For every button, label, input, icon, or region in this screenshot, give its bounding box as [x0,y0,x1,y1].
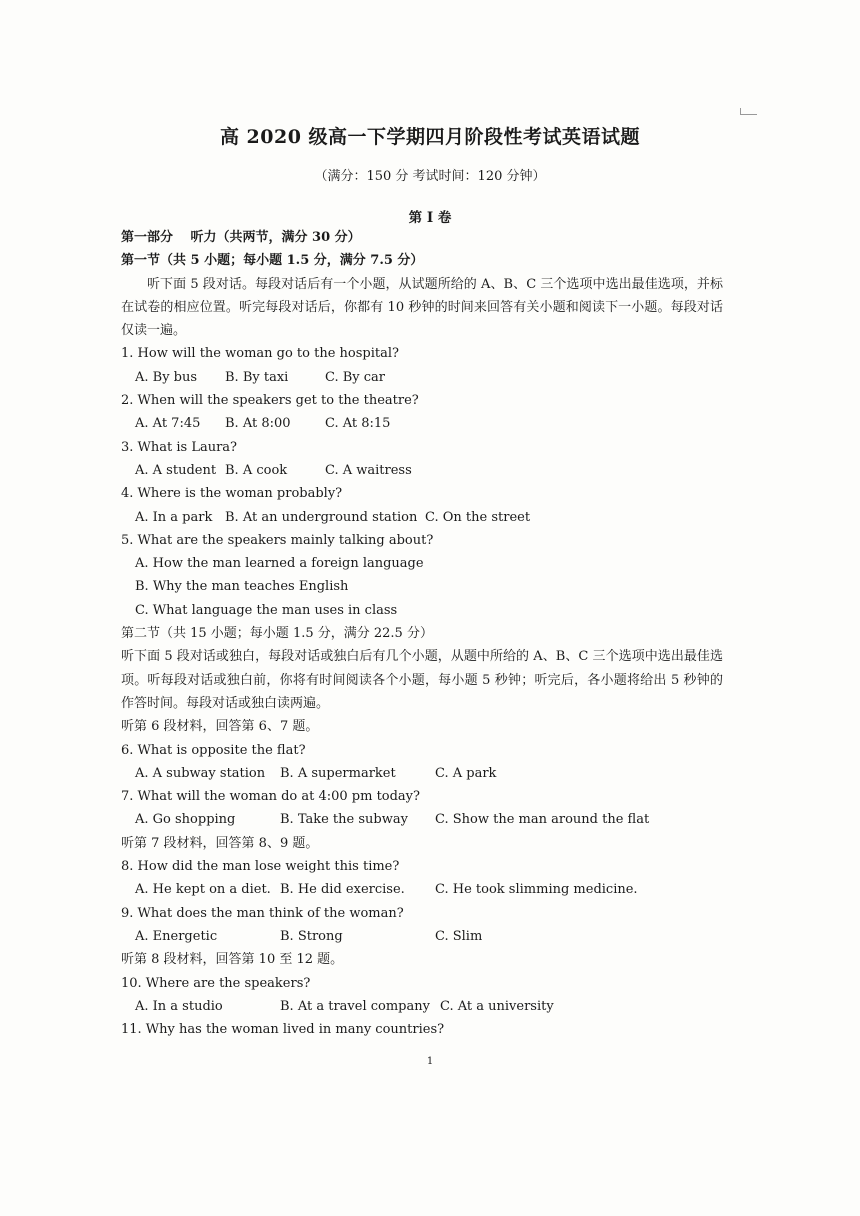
part1-heading: 第一部分 听力（共两节，满分 30 分） [121,230,361,245]
option-c: C. A park [435,765,497,781]
question-text: 2. When will the speakers get to the theatre? [121,393,419,409]
corner-mark [740,108,757,115]
option-c: C. He took slimming medicine. [435,882,638,898]
option-b: B. At 8:00 [225,416,291,432]
option-b: B. A cook [225,462,288,478]
question-text: 11. Why has the woman lived in many countries? [121,1022,445,1038]
question-text: 5. What are the speakers mainly talking about? [121,532,434,548]
option-a: A. He kept on a diet. [135,882,271,898]
page-number: 1 [426,1056,434,1067]
question-options [121,808,723,831]
option-c: C. Slim [435,928,483,944]
section1-heading: 第一节（共 5 小题；每小题 1.5 分，满分 7.5 分） [121,253,424,269]
option-a: A. Go shopping [135,812,236,828]
option-b: B. By taxi [225,369,289,385]
option-c: C. By car [325,369,386,385]
section2-heading: 第二节（共 15 小题；每小题 1.5 分，满分 22.5 分） [121,626,433,642]
volume-heading: 第 I 卷 [408,210,452,226]
option-a: A. A student [135,462,217,478]
option-b: B. He did exercise. [280,882,405,898]
question-text: 1. How will the woman go to the hospital? [121,346,399,362]
option-c: C. A waitress [325,462,412,478]
exam-title: 高 2020 级高一下学期四月阶段性考试英语试题 [219,126,641,148]
question-options [121,762,723,785]
question-text: 10. Where are the speakers? [121,975,311,991]
option-c: C. At a university [440,998,554,1014]
option-a: A. In a park [135,509,213,525]
question-text: 3. What is Laura? [121,439,238,455]
question-text: 9. What does the man think of the woman? [121,905,404,921]
section2-instructions: 听下面 5 段对话或独白，每段对话或独白后有几个小题，从题中所给的 A、B、C 三个选项中选出最佳选项。听每段对话或独白前，你将有时间阅读各个小题，每小题 5 秒钟；听完后，各小题将给出 5 秒钟的作答时间。每段对话或独白读两遍。 [121,649,723,711]
exam-subtitle: （满分：150 分 考试时间：120 分钟） [314,169,546,184]
option-a: A. At 7:45 [135,416,201,432]
option-c: C. At 8:15 [325,416,391,432]
exam-content [121,226,723,1041]
option-b: B. At an underground station [225,509,418,525]
question-options [121,412,723,435]
option-a: A. How the man learned a foreign language [135,556,424,572]
option-c: C. What language the man uses in class [135,602,398,618]
question-text: 6. What is opposite the flat? [121,742,306,758]
material-6-note: 听第 6 段材料，回答第 6、7 题。 [121,719,319,735]
question-options [121,995,723,1018]
question-options [121,366,723,389]
section1-instructions: 听下面 5 段对话。每段对话后有一个小题，从试题所给的 A、B、C 三个选项中选出最佳选项，并标在试卷的相应位置。听完每段对话后，你都有 10 秒钟的时间来回答有关小题和阅读下一小题。每段对话仅读一遍。 [121,276,723,339]
option-c: C. Show the man around the flat [435,812,650,828]
option-b: B. A supermarket [280,765,396,781]
option-b: B. At a travel company [280,998,430,1014]
option-a: A. A subway station [135,765,266,781]
question-options [121,878,723,901]
material-7-note: 听第 7 段材料，回答第 8、9 题。 [121,835,319,851]
material-8-note: 听第 8 段材料，回答第 10 至 12 题。 [121,952,344,968]
option-b: B. Take the subway [280,812,408,828]
question-text: 8. How did the man lose weight this time? [121,859,400,875]
option-a: A. Energetic [135,928,218,944]
question-text: 7. What will the woman do at 4:00 pm today? [121,789,420,805]
question-options [121,459,723,482]
option-c: C. On the street [425,509,531,525]
option-b: B. Why the man teaches English [135,579,349,595]
question-text: 4. Where is the woman probably? [121,486,343,502]
question-options [121,506,723,529]
option-a: A. By bus [135,369,198,385]
option-b: B. Strong [280,928,343,944]
question-options [121,925,723,948]
option-a: A. In a studio [135,998,223,1014]
